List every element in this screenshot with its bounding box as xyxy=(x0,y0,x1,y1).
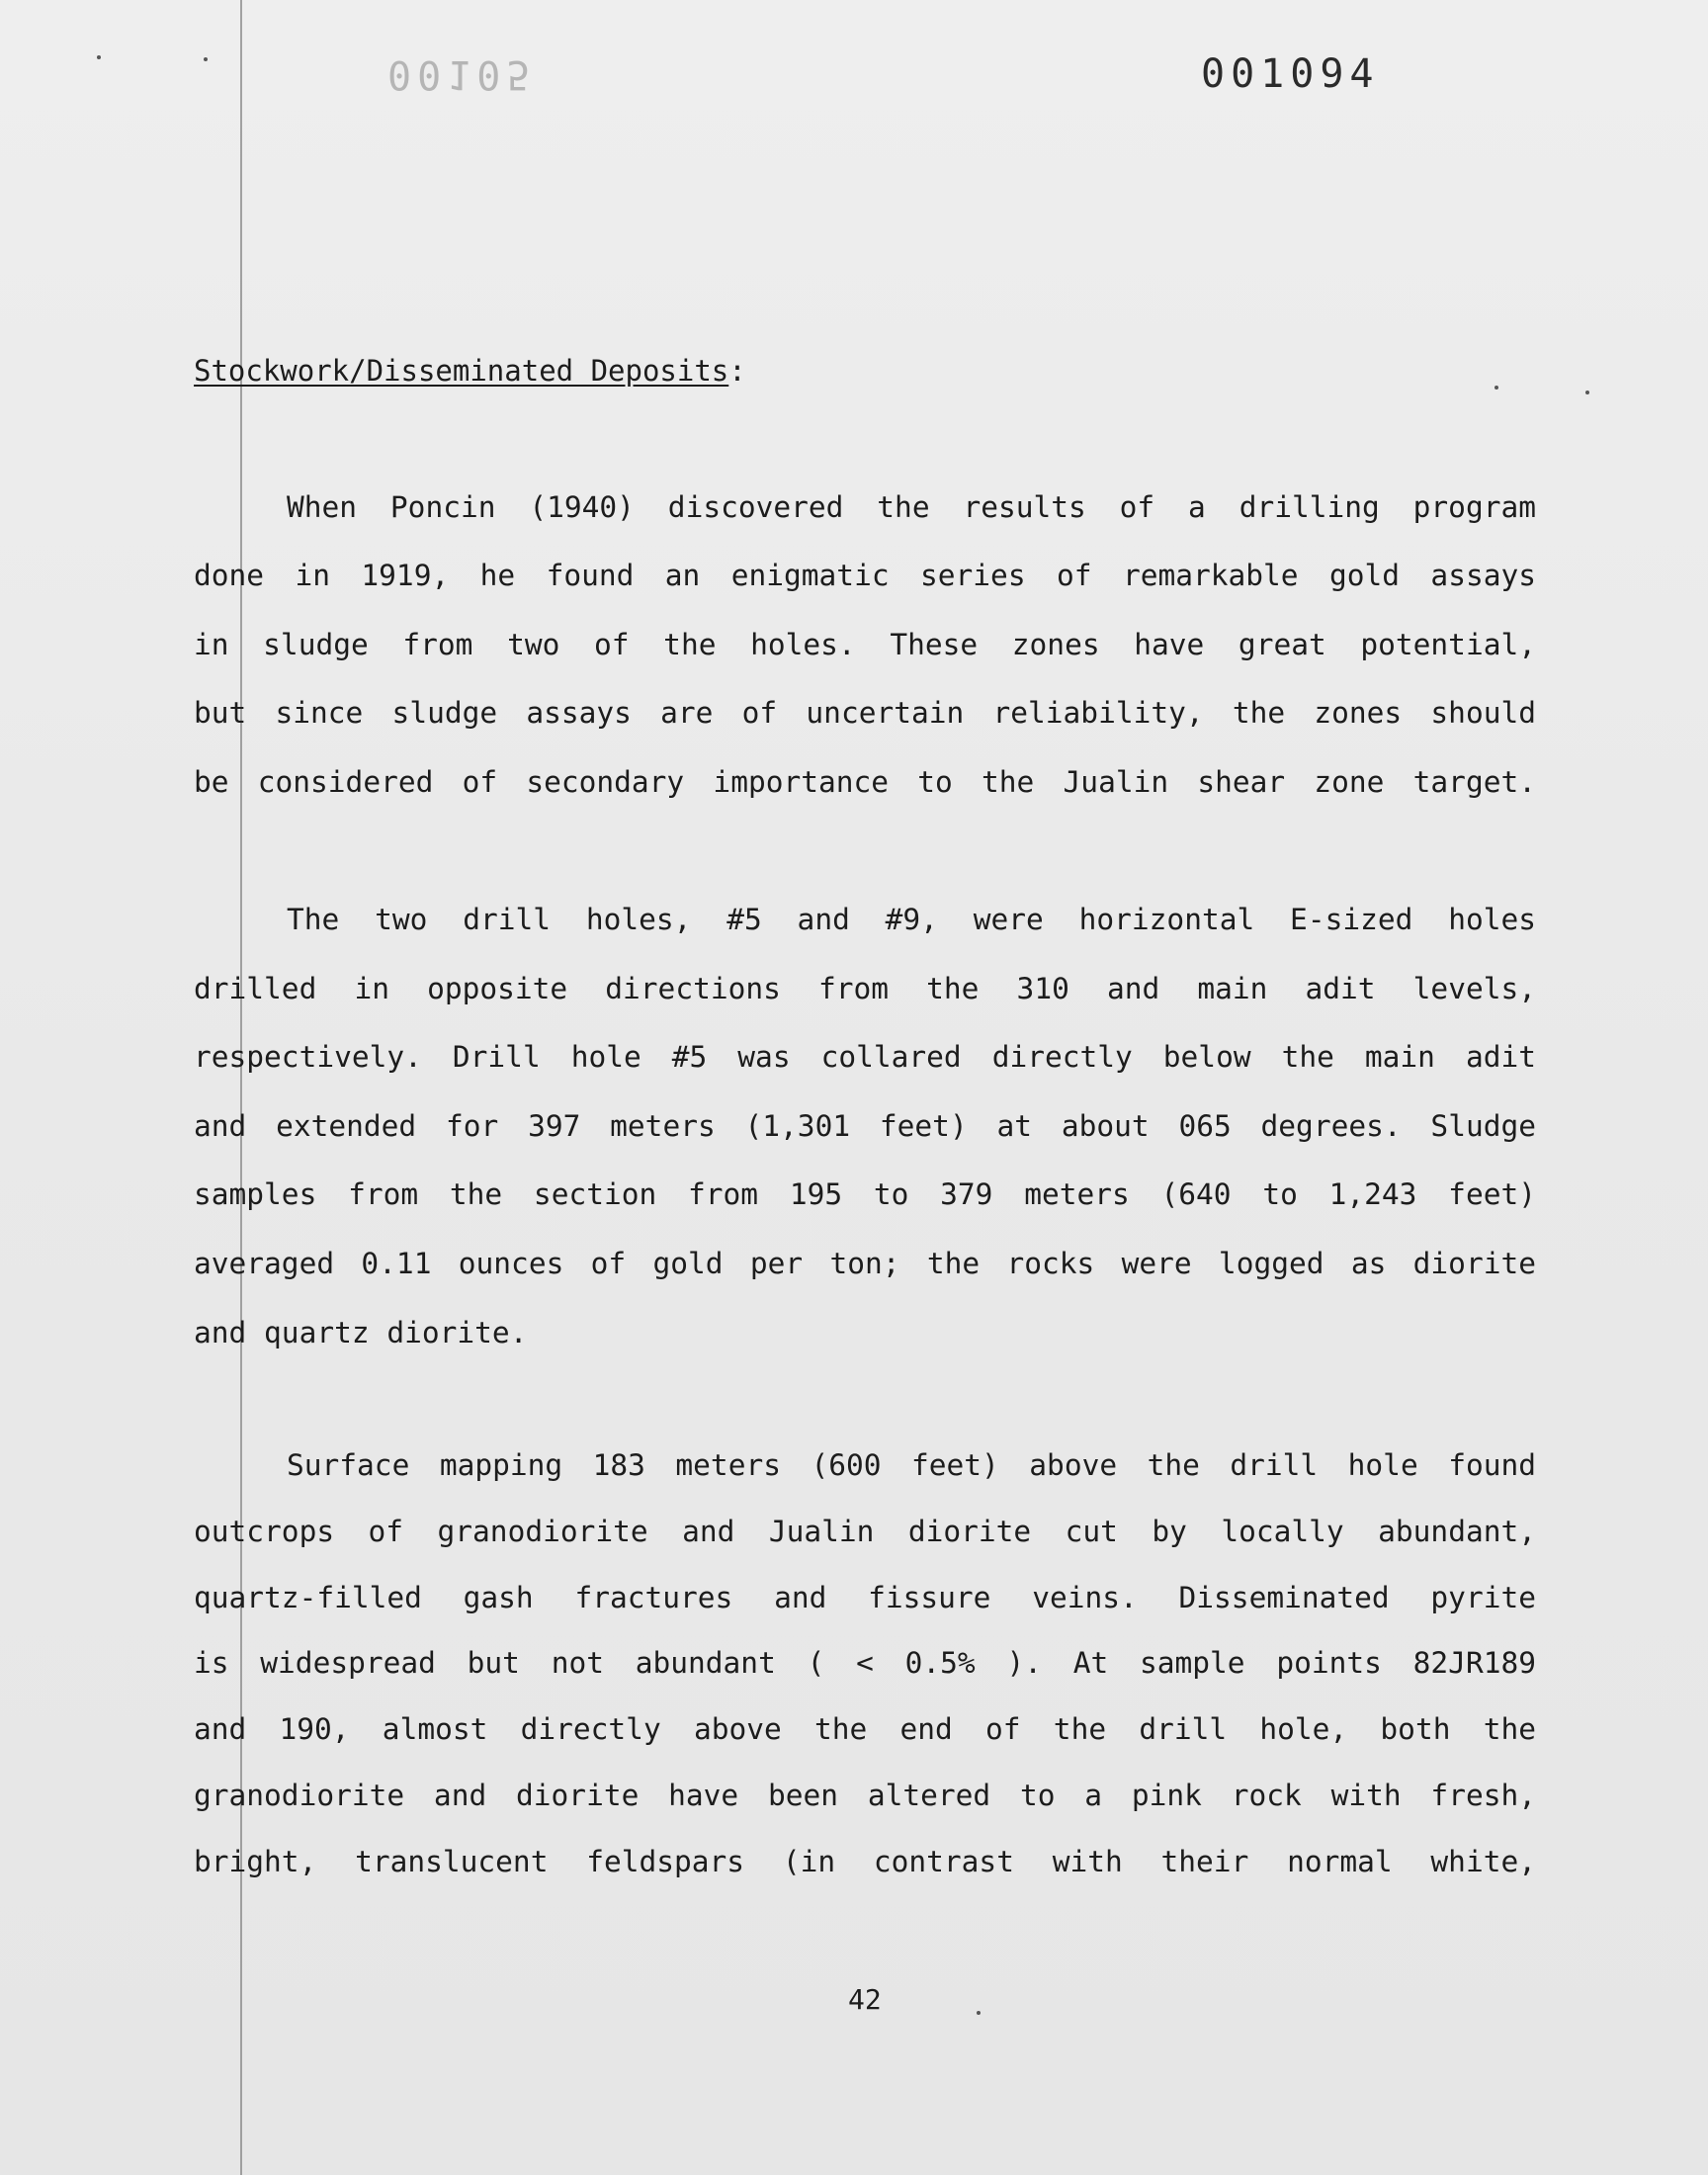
paragraph-line: and extended for 397 meters (1,301 feet) at about 065 degrees. Sludge xyxy=(194,1108,1536,1143)
scan-speck xyxy=(97,55,101,59)
section-heading-text: Stockwork/Disseminated Deposits xyxy=(194,354,729,388)
paragraph-line: averaged 0.11 ounces of gold per ton; the rocks were logged as diorite xyxy=(194,1246,1536,1280)
paragraph-line: drilled in opposite directions from the 310 and main adit levels, xyxy=(194,971,1536,1005)
paragraph-poncin xyxy=(194,474,1536,817)
paragraph-line: and quartz diorite. xyxy=(194,1315,528,1349)
section-heading-colon: : xyxy=(728,354,746,388)
ghost-stamp-number: 00105 xyxy=(387,51,537,97)
paragraph-line: samples from the section from 195 to 379 meters (640 to 1,243 feet) xyxy=(194,1177,1536,1212)
paragraph-line: bright, translucent feldspars (in contrast with their normal white, xyxy=(194,1844,1536,1878)
paragraph-drill-holes xyxy=(194,886,1536,1367)
paragraph-line: but since sludge assays are of uncertain reliability, the zones should xyxy=(194,696,1536,731)
paragraph-line: respectively. Drill hole #5 was collared directly below the main adit xyxy=(194,1040,1536,1075)
paragraph-line: in sludge from two of the holes. These zones have great potential, xyxy=(194,627,1536,661)
paragraph-line: Surface mapping 183 meters (600 feet) above the drill hole found xyxy=(287,1448,1536,1482)
paragraph-line: outcrops of granodiorite and Jualin diorite cut by locally abundant, xyxy=(194,1514,1536,1548)
scan-speck xyxy=(977,2011,981,2015)
paragraph-line: The two drill holes, #5 and #9, were horizontal E-sized holes xyxy=(287,903,1536,936)
document-number-stamp: 001094 xyxy=(1201,51,1380,97)
page-number: 42 xyxy=(848,1983,882,2016)
paragraph-line: and 190, almost directly above the end of the drill hole, both the xyxy=(194,1712,1536,1747)
scan-speck xyxy=(204,57,208,61)
paragraph-line: done in 1919, he found an enigmatic series of remarkable gold assays xyxy=(194,559,1536,593)
paragraph-line: When Poncin (1940) discovered the results of a drilling program xyxy=(287,490,1536,524)
paragraph-line: quartz-filled gash fractures and fissure veins. Disseminated pyrite xyxy=(194,1580,1536,1614)
paragraph-line: is widespread but not abundant ( < 0.5% ). At sample points 82JR189 xyxy=(194,1646,1536,1681)
scan-speck xyxy=(1585,391,1589,394)
paragraph-line: be considered of secondary importance to the Jualin shear zone target. xyxy=(194,764,1536,799)
scan-speck xyxy=(1494,386,1498,390)
section-heading xyxy=(194,353,746,389)
paragraph-line: granodiorite and diorite have been altered to a pink rock with fresh, xyxy=(194,1778,1536,1812)
paragraph-surface-mapping xyxy=(194,1433,1536,1895)
